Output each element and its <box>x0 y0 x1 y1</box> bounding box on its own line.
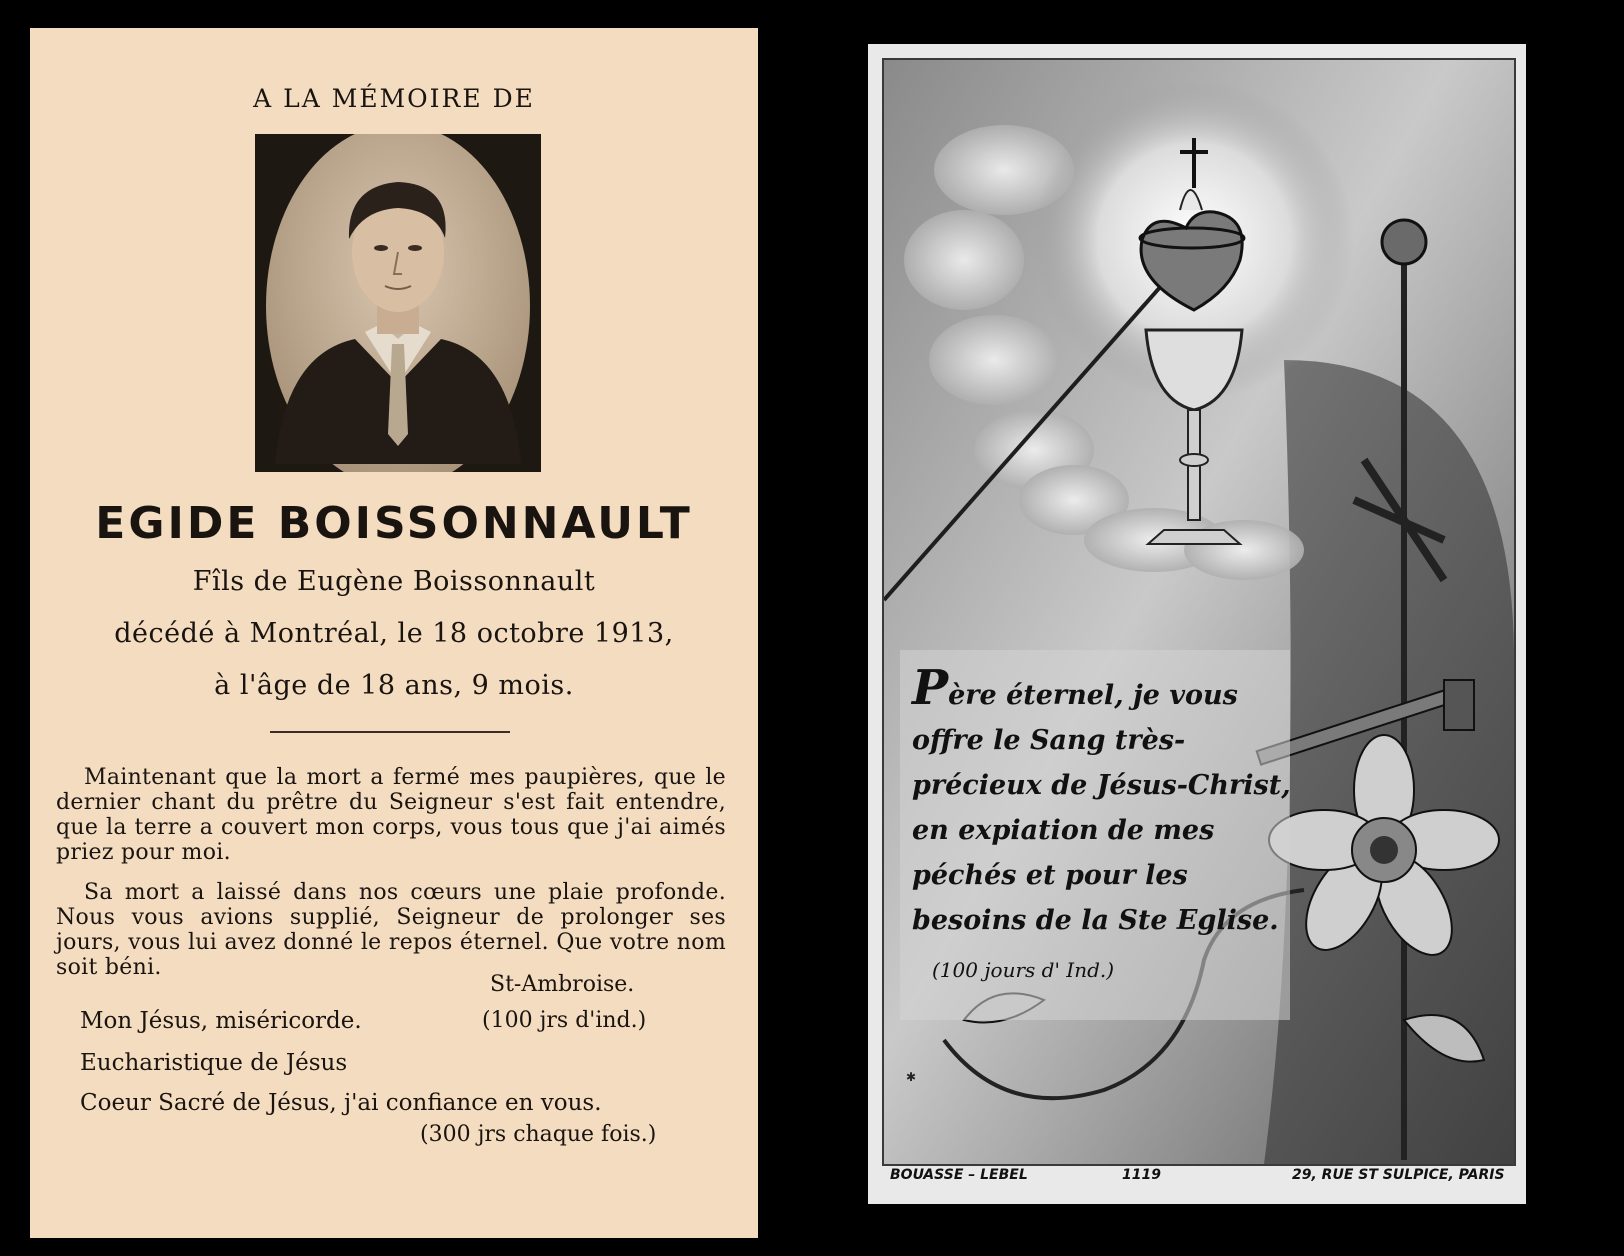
prayer-2: Eucharistique de Jésus <box>80 1050 348 1076</box>
divider <box>270 731 510 733</box>
parent-line: Fîls de Eugène Boissonnault <box>192 566 596 597</box>
prayer-3: Coeur Sacré de Jésus, j'ai confiance en vous. <box>80 1090 602 1116</box>
engraver-mark: ✱ <box>906 1070 917 1084</box>
publisher-footer <box>882 1160 1512 1188</box>
footer-address: 29, RUE ST SULPICE, PARIS <box>1292 1167 1505 1183</box>
death-line: décédé à Montréal, le 18 octobre 1913, <box>114 618 674 649</box>
sacred-heart-illustration <box>884 60 1514 1164</box>
age-line: à l'âge de 18 ans, 9 mois. <box>214 670 574 701</box>
paragraph-1: Maintenant que la mort a fermé mes paupières, que le dernier chant du prêtre du Seigneur s'est fait entendre, que la terre a couvert mon corps, vous tous que j'ai aimés priez pour moi. <box>56 765 726 865</box>
holy-card-illustration <box>882 58 1516 1166</box>
verse-initial: P <box>912 660 949 716</box>
indulgence-1: (100 jrs d'ind.) <box>482 1008 647 1033</box>
memorial-card <box>30 28 758 1238</box>
prayer-verse <box>912 660 1292 943</box>
indulgence-2: (300 jrs chaque fois.) <box>420 1122 657 1147</box>
card-heading: A LA MÉMOIRE DE <box>253 84 535 113</box>
paragraph-2: Sa mort a laissé dans nos cœurs une plaie profonde. Nous vous avions supplié, Seigneur de prolonger ses jours, vous lui avez donné le repos éternel. Que votre nom soit béni. <box>56 880 726 980</box>
attribution: St-Ambroise. <box>490 972 635 997</box>
footer-number: 1119 <box>1122 1167 1161 1183</box>
deceased-name: EGIDE BOISSONNAULT <box>95 498 693 549</box>
verse-indulgence: (100 jours d' Ind.) <box>932 958 1115 982</box>
verse-text: ère éternel, je vous offre le Sang très-précieux de Jésus-Christ, en expiation de mes péchés et pour les besoins de la Ste Eglise. <box>912 680 1291 936</box>
holy-card <box>868 44 1526 1204</box>
footer-publisher: BOUASSE – LEBEL <box>890 1167 1028 1183</box>
prayer-1: Mon Jésus, miséricorde. <box>80 1008 362 1034</box>
portrait-photo <box>255 134 541 472</box>
